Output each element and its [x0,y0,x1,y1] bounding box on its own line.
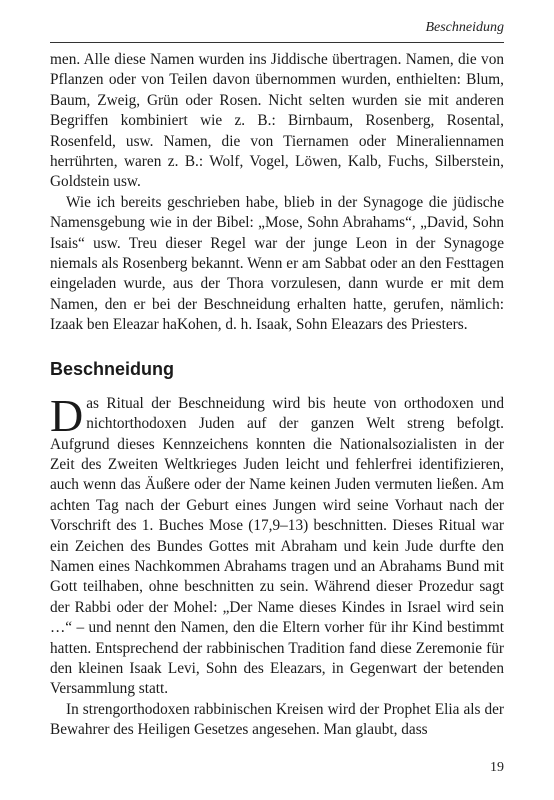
paragraph-ritual [50,389,504,700]
page-body [50,50,504,741]
section-heading: Beschneidung [50,358,175,379]
paragraph-ritual-text: as Ritual der Beschneidung wird bis heute von orthodoxen und nichtorthodoxen Juden auf der ganzen Welt streng befolgt. Aufgrund dieses Kennzeichens konnten die Nationalsozialisten in der Zeit des Zweiten Weltkrieges Juden leicht und fehlerfrei identifizieren, auch wenn das Äußere oder der Name keinen Juden vermuten ließen. Am achten Tag nach der Geburt eines Jungen wird seine Vorhaut nach der Vorschrift des 1. Buches Mose (17,9–13) beschnitten. Dieses Ritual war ein Zeichen des Bundes Gottes mit Abraham und kein Jude durfte den Namen eines Nachkommen Abrahams tragen und an Abrahams Bund mit Gott teilhaben, ohne beschnitten zu sein. Während dieser Prozedur sagt der Rabbi oder der Mohel: „Der Name dieses Kindes in Israel wird sein …“ – und nennt den Namen, den die Eltern vorher für ihr Kind bestimmt hatten. Entsprechend der rabbinischen Tradition fand diese Zeremonie für den kleinen Isaak Levi, Sohn des Eleazars, in Gegenwart der betenden Versammlung statt. [50,394,504,698]
paragraph-synagogue-names: Wie ich bereits geschrieben habe, blieb in der Synagoge die jüdische Namensgebung wie in der Bibel: „Mose, Sohn Abrahams“, „David, Sohn Isais“ usw. Treu dieser Regel war der junge Leon in der Synagoge niemals als Rosenberg bekannt. Wenn er am Sabbat oder an den Festtagen eingeladen wurde, aus der Thora vorzulesen, dann wurde er mit dem Namen, den er bei der Beschneidung erhalten hatte, gerufen, nämlich: Izaak ben Eleazar haKohen, d. h. Isaak, Sohn Eleazars des Priesters. [50,193,504,334]
drop-cap: D [50,389,84,441]
paragraph-names-continuation: men. Alle diese Namen wurden ins Jiddische übertragen. Namen, die von Pflanzen oder von Teilen davon übernommen wurden, enthielten: Blum, Baum, Zweig, Grün oder Rosen. Nicht selten wurden sie mit anderen Begriffen kombiniert wie z. B.: Birnbaum, Rosenberg, Rosental, Rosenfeld, usw. Namen, die von Tiernamen oder Mineraliennamen herrührten, waren z. B.: Wolf, Vogel, Löwen, Kalb, Fuchs, Silberstein, Goldstein usw. [50,51,504,191]
paragraph-elia: In strengorthodoxen rabbinischen Kreisen wird der Prophet Elia als der Bewahrer des Heiligen Gesetzes angesehen. Man glaubt, dass [50,700,504,739]
header-rule [50,42,504,43]
running-header: Beschneidung [425,20,504,35]
page-number: 19 [490,760,504,775]
